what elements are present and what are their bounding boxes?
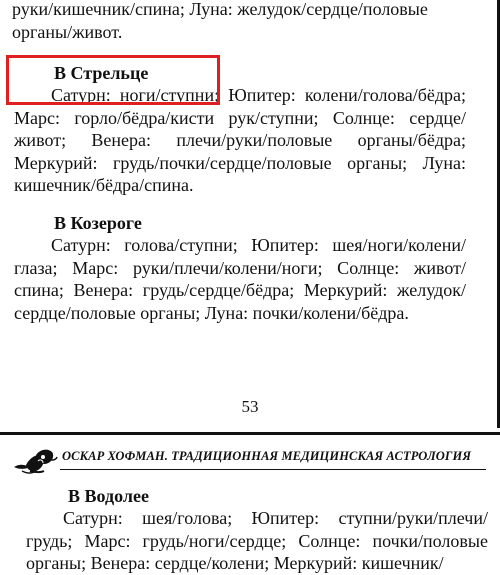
rose-icon	[12, 445, 58, 475]
section-heading: В Водолее	[68, 486, 149, 506]
page-number: 53	[241, 397, 259, 416]
section-text: Сатурн: шея/голова; Юпитер: ступни/руки/плечи/грудь; Марс: грудь/ноги/сердце; Солнце: почки/половые органы; Венера: сердце/колени; Меркурий: кишечник/	[26, 508, 488, 573]
running-header	[0, 443, 500, 477]
section-text: Сатурн: ноги/ступни; Юпитер: колени/голова/бёдра; Марс: горло/бёдра/кисти рук/ступни; Солнце: сердце/живот; Венера: плечи/руки/половые органы/бёдра; Меркурий: грудь/почки/сердце/половые органы; Луна: кишечник/бёдра/спина.	[14, 85, 466, 195]
header-rule	[60, 469, 486, 470]
continued-line-2: органы/живот.	[12, 21, 123, 42]
highlight-box	[6, 55, 220, 105]
continued-paragraph	[12, 0, 468, 43]
section-aquarius	[26, 485, 488, 575]
section-heading: В Стрельце	[54, 63, 149, 83]
running-header-title: ОСКАР ХОФМАН. ТРАДИЦИОННАЯ МЕДИЦИНСКАЯ АСТРОЛОГИЯ	[62, 449, 472, 463]
section-heading: В Козероге	[54, 213, 142, 233]
section-capricorn	[14, 212, 466, 324]
book-page-bottom	[0, 432, 500, 573]
section-text: Сатурн: голова/ступни; Юпитер: шея/ноги/колени/глаза; Марс: руки/плечи/колени/ноги; Солнце: живот/спина; Венера: грудь/сердце/бёдра; Меркурий: желудок/сердце/половые органы; Луна: почки/колени/бёдра.	[14, 235, 466, 323]
continued-line-1: руки/кишечник/спина; Луна: желудок/сердце/половые	[12, 0, 428, 19]
